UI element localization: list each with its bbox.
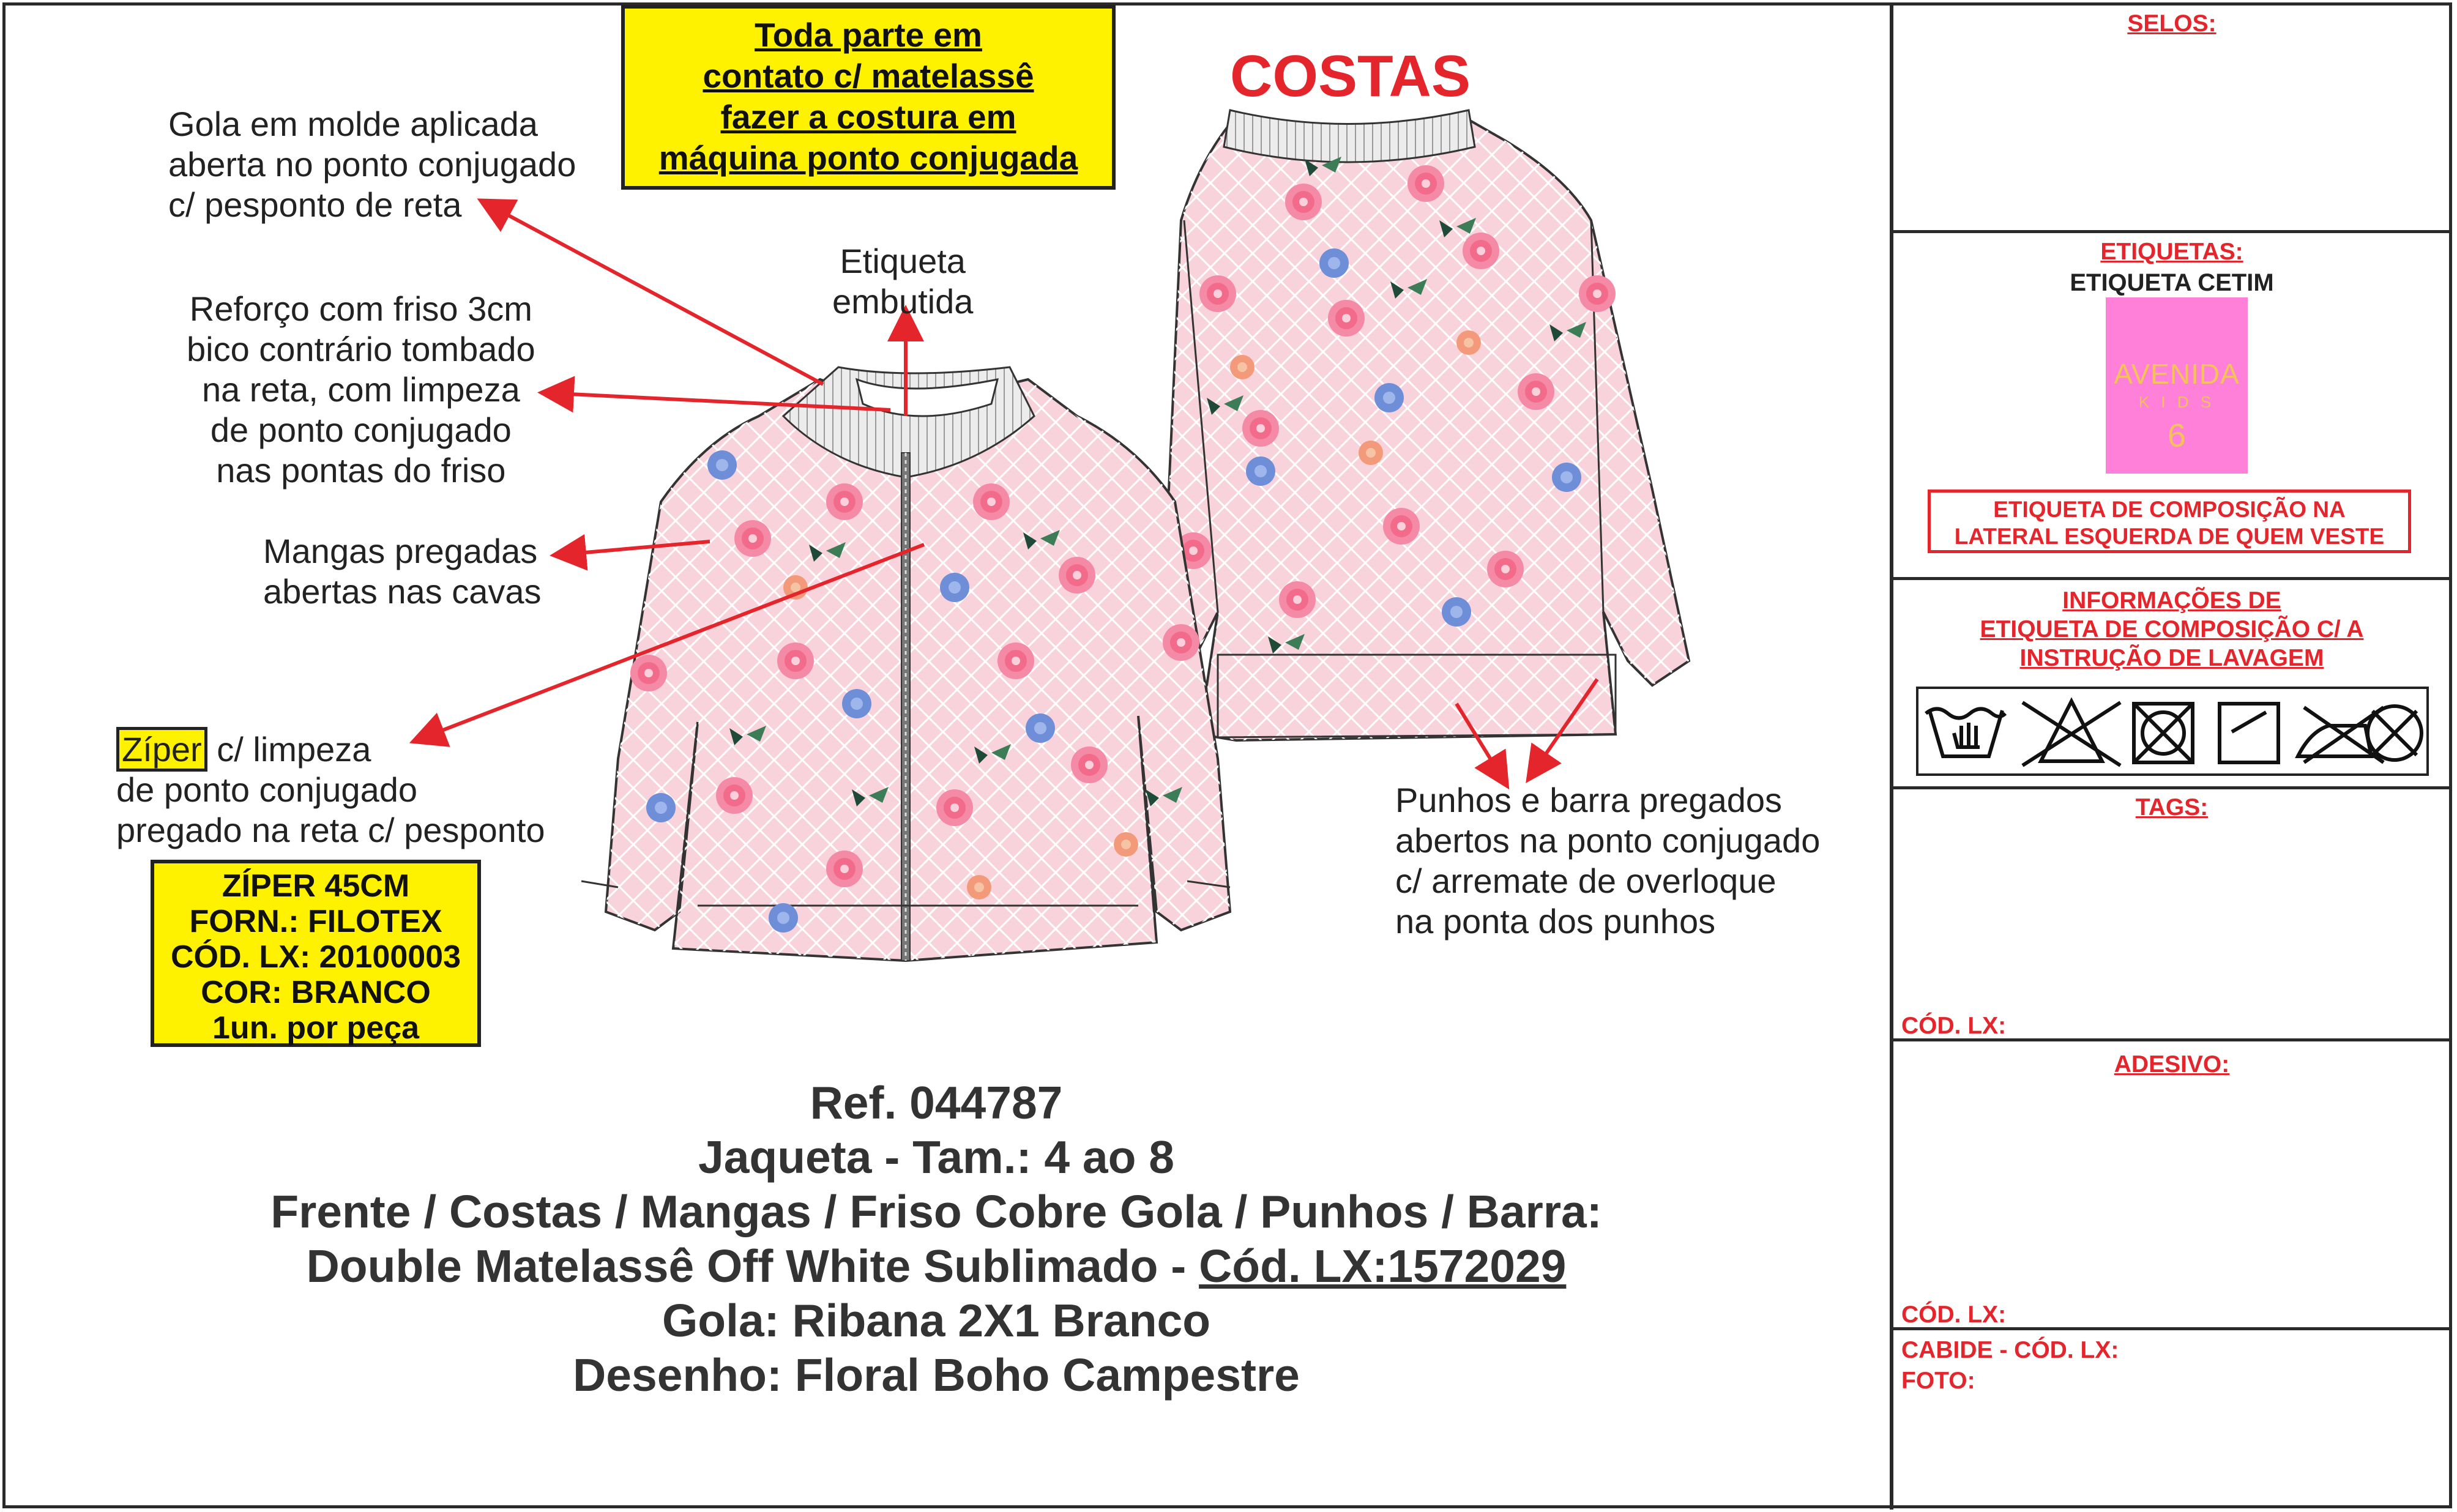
sewing-note-line: fazer a costura em [720, 98, 1016, 136]
sewing-note-line: contato c/ matelassê [703, 57, 1034, 95]
satin-label-swatch [2106, 297, 2248, 474]
adesivo-heading: ADESIVO: [2114, 1051, 2230, 1078]
zipper-spec-line: 1un. por peça [212, 1010, 420, 1046]
composition-line: LATERAL ESQUERDA DE QUEM VESTE [1954, 524, 2385, 549]
zipper-spec-box [151, 860, 481, 1047]
fabric-name: Double Matelassê Off White Sublimado - [306, 1240, 1199, 1292]
cuffs-note: Punhos e barra pregados abertos na ponto conjugado c/ arremate de overloque na ponta dos punhos [1395, 781, 1821, 940]
back-view-title: COSTAS [1230, 43, 1471, 109]
zipper-note [116, 729, 545, 851]
line-dry-icon [2220, 704, 2278, 762]
fabric-line [141, 1239, 1732, 1294]
care-info-line: INSTRUÇÃO DE LAVAGEM [2019, 645, 2324, 671]
zipper-spec-line: FORN.: FILOTEX [189, 904, 442, 939]
label-size: 6 [2167, 417, 2187, 454]
label-note: Etiqueta embutida [832, 242, 974, 321]
sewing-note-box [621, 5, 1116, 190]
parts-list: Frente / Costas / Mangas / Friso Cobre Gola / Punhos / Barra: [270, 1186, 1602, 1237]
selos-heading: SELOS: [2127, 10, 2217, 37]
care-info-line: INFORMAÇÕES DE [2062, 587, 2281, 614]
label-kids: K I D S [2138, 393, 2215, 411]
etiquetas-heading: ETIQUETAS: [2100, 239, 2243, 265]
sewing-note-line: máquina ponto conjugada [658, 139, 1078, 177]
label-brand: AVENIDA [2114, 358, 2240, 390]
satin-label-title: ETIQUETA CETIM [2070, 269, 2274, 296]
sleeves-note: Mangas pregadas abertas nas cavas [263, 532, 542, 611]
no-iron-icon [2298, 707, 2384, 762]
tags-code-label: CÓD. LX: [1901, 1013, 2007, 1039]
tags-heading: TAGS: [2135, 794, 2209, 821]
design-name: Desenho: Floral Boho Campestre [573, 1349, 1300, 1401]
composition-line: ETIQUETA DE COMPOSIÇÃO NA [1993, 497, 2346, 522]
jacket-back-view [1132, 110, 1689, 740]
collar-fabric: Gola: Ribana 2X1 Branco [662, 1295, 1211, 1346]
composition-label-note [1928, 490, 2411, 553]
zipper-spec-line: ZÍPER 45CM [222, 868, 410, 904]
care-info-heading [1892, 586, 2452, 672]
collar-note: Gola em molde aplicada aberta no ponto conjugado c/ pesponto de reta [168, 105, 576, 224]
zipper-spec-line: COR: BRANCO [201, 975, 431, 1010]
adesivo-code-label: CÓD. LX: [1901, 1302, 2007, 1328]
photo-label: FOTO: [1901, 1368, 1975, 1394]
jacket-front-view [581, 367, 1230, 961]
zipper-highlight: Zíper [116, 727, 207, 772]
care-info-line: ETIQUETA DE COMPOSIÇÃO C/ A [1980, 616, 2364, 642]
care-symbols [1916, 687, 2429, 776]
hand-wash-icon [1926, 709, 2005, 757]
care-symbols-svg [1918, 689, 2426, 773]
sewing-note-line: Toda parte em [755, 16, 982, 54]
no-tumble-dry-icon [2134, 704, 2193, 762]
reinforcement-note: Reforço com friso 3cm bico contrário tombado na reta, com limpeza de ponto conjugado nas pontas do friso [187, 289, 535, 490]
zipper-note-text: c/ limpeza de ponto conjugado pregado na reta c/ pesponto [116, 730, 545, 849]
zipper-spec-line: CÓD. LX: 20100003 [170, 939, 461, 975]
hanger-code-label: CABIDE - CÓD. LX: [1901, 1337, 2119, 1363]
ref-number: Ref. 044787 [810, 1077, 1063, 1128]
no-dry-clean-icon [2368, 706, 2422, 760]
product-name: Jaqueta - Tam.: 4 ao 8 [698, 1131, 1174, 1183]
no-bleach-icon [2023, 701, 2120, 765]
fabric-code: Cód. LX:1572029 [1199, 1240, 1567, 1292]
